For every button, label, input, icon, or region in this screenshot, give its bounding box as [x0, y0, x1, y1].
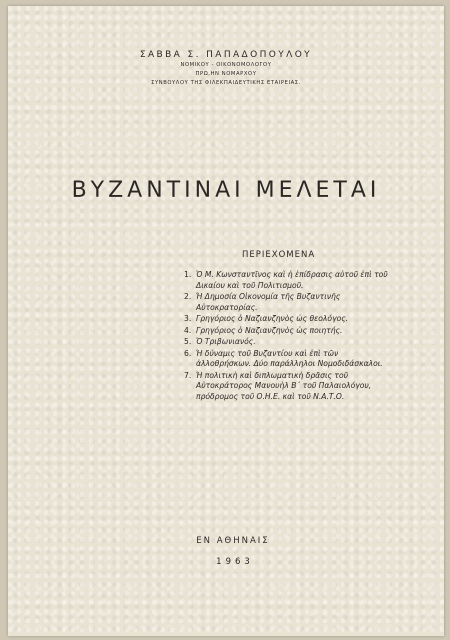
book-cover-page — [8, 6, 444, 636]
toc-number: 7. — [184, 370, 192, 380]
toc-number: 5. — [184, 337, 192, 346]
toc-number: 4. — [184, 325, 192, 335]
author-title-1: ΝΟΜΙΚΟΥ - ΟΙΚΟΝΟΜΟΛΟΓΟΥ — [180, 62, 272, 68]
toc-item — [184, 371, 394, 403]
publication-place: ΕΝ ΑΘΗΝΑΙΣ — [196, 536, 270, 546]
toc-item — [184, 337, 394, 348]
author-block — [8, 50, 444, 87]
toc-item — [184, 326, 394, 337]
toc-text: Ὁ Τριβωνιανός. — [196, 337, 256, 346]
toc-item — [184, 270, 394, 291]
toc-item — [184, 314, 394, 325]
table-of-contents — [184, 270, 394, 403]
toc-text: Ἡ πολιτικὴ καὶ διπλωματικὴ δρᾶσις τοῦ Αὐτοκράτορος Μανουὴλ Β΄ τοῦ Παλαιολόγου, πρόδρομος τοῦ Ο.Η.Ε. καὶ τοῦ Ν.Α.Τ.Ο. — [196, 370, 372, 401]
toc-text: Ἡ δύναμις τοῦ Βυζαντίου καὶ ἐπὶ τῶν ἀλλοθρήσκων. Δύο παράλληλοι Νομοδιδάσκαλοι. — [196, 348, 383, 368]
toc-number: 6. — [184, 348, 192, 358]
publication-year: 1963 — [216, 557, 254, 567]
toc-number: 3. — [184, 314, 192, 323]
author-name: ΣΑΒΒΑ Σ. ΠΑΠΑΔΟΠΟΥΛΟΥ — [139, 50, 313, 60]
book-title: ΒΥΖΑΝΤΙΝΑΙ ΜΕΛΕΤΑΙ — [71, 178, 381, 203]
author-title-3: ΣΥΝΒΟΥΛΟΥ ΤΗΣ ΦΙΛΕΚΠΑΙΔΕΥΤΙΚΗΣ ΕΤΑΙΡΕΙΑΣ. — [151, 80, 301, 86]
toc-text: Γρηγόριος ὁ Ναζιανζηνὸς ὡς θεολόγος. — [196, 314, 349, 323]
toc-text: Γρηγόριος ὁ Ναζιανζηνὸς ὡς ποιητής. — [196, 325, 343, 335]
toc-number: 1. — [184, 270, 192, 279]
toc-item — [184, 349, 394, 370]
toc-text: Ὁ Μ. Κωνσταντῖνος καὶ ἡ ἐπίδρασις αὐτοῦ ἐπὶ τοῦ Δικαίου καὶ τοῦ Πολιτισμοῦ. — [196, 270, 388, 290]
contents-heading: ΠΕΡΙΕΧΟΜΕΝΑ — [242, 250, 316, 260]
author-title-2: ΠΡΩ,ΗΝ ΝΟΜΑΡΧΟΥ — [195, 71, 257, 77]
toc-item — [184, 292, 394, 313]
toc-number: 2. — [184, 292, 192, 301]
toc-text: Ἡ Δημοσία Οἰκονομία τῆς Βυζαντινῆς Αὐτοκρατορίας. — [196, 292, 341, 312]
